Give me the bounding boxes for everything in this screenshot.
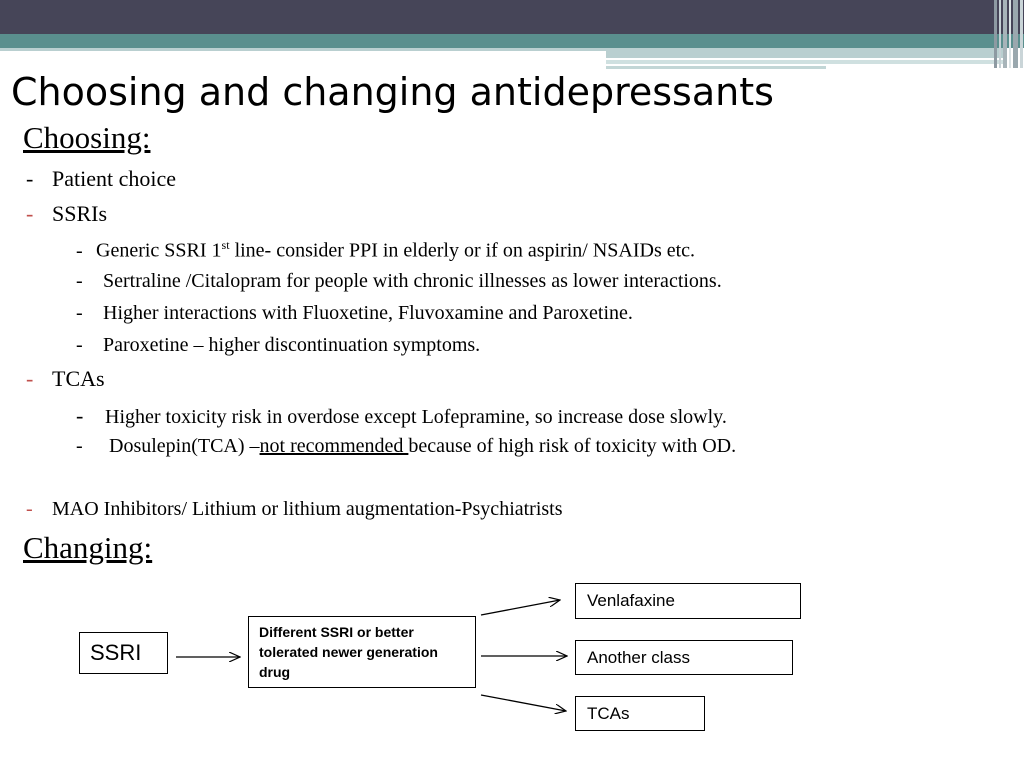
- bullet-dash: -: [76, 435, 83, 457]
- flow-box-tcas: TCAs: [575, 696, 705, 731]
- bullet-dash: -: [26, 366, 34, 391]
- flow-box-ssri: SSRI: [79, 632, 168, 674]
- bullet-dash: -: [76, 403, 84, 428]
- bullet-dash: -: [76, 334, 83, 356]
- arrow-to-venlafaxine: [481, 600, 560, 615]
- slide-title: Choosing and changing antidepressants: [11, 70, 774, 114]
- bullet-dash: -: [76, 270, 83, 292]
- bullet-text: Higher toxicity risk in overdose except Lofepramine, so increase dose slowly.: [105, 406, 727, 428]
- bullet-dash: -: [26, 201, 34, 226]
- bullet-text: Paroxetine – higher discontinuation symptoms.: [103, 334, 481, 356]
- bullet-text: because of high risk of toxicity with OD.: [408, 435, 737, 457]
- flow-box-venlafaxine: Venlafaxine: [575, 583, 801, 619]
- bullet-text: TCAs: [52, 366, 105, 391]
- superscript: st: [221, 238, 230, 252]
- bullet-text: Patient choice: [52, 166, 177, 191]
- bullet-text: line- consider PPI in elderly or if on aspirin/ NSAIDs etc.: [229, 239, 696, 262]
- bullet-text: MAO Inhibitors/ Lithium or lithium augmentation-Psychiatrists: [52, 498, 563, 520]
- flow-box-middle: Different SSRI or better tolerated newer generation drug: [248, 616, 476, 688]
- choosing-heading: Choosing:: [23, 120, 151, 155]
- bullet-dash: -: [26, 166, 34, 191]
- bullet-text: Sertraline /Citalopram for people with chronic illnesses as lower interactions.: [103, 270, 722, 292]
- bullet-dash: -: [76, 302, 83, 324]
- bullet-text: Dosulepin(TCA) –: [109, 435, 260, 457]
- flow-box-another-class: Another class: [575, 640, 793, 675]
- bullet-text: Higher interactions with Fluoxetine, Fluvoxamine and Paroxetine.: [103, 302, 633, 324]
- bullet-dash: -: [76, 239, 83, 262]
- changing-heading: Changing:: [23, 530, 153, 565]
- bullet-text: Generic SSRI 1: [96, 239, 222, 262]
- bullet-text: SSRIs: [52, 201, 108, 226]
- bullet-dash: -: [26, 498, 33, 520]
- underlined-text: not recommended: [259, 435, 409, 457]
- arrow-to-tcas: [481, 695, 566, 711]
